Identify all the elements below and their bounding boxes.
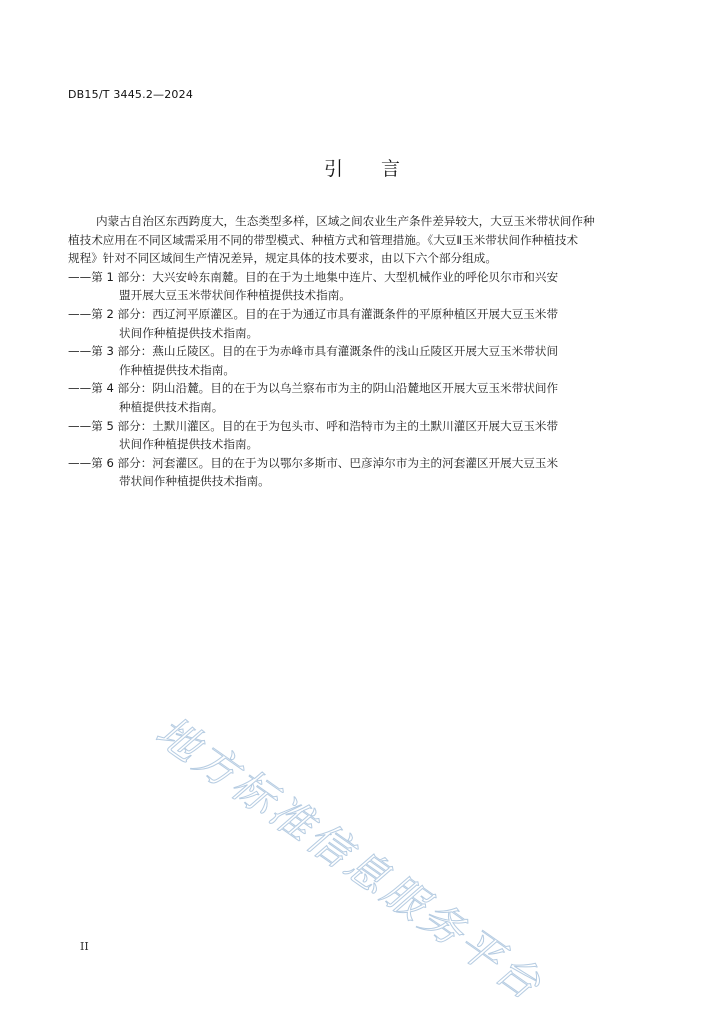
part-line: 盟开展大豆玉米带状间作种植提供技术指南。: [119, 288, 351, 303]
intro-line: 内蒙古自治区东西跨度大，生态类型多样，区域之间农业生产条件差异较大，大豆玉米带状间作种: [96, 214, 595, 228]
part-line: ——第 5 部分：土默川灌区。目的在于为包头市、呼和浩特市为主的土默川灌区开展大豆玉米带: [68, 418, 559, 433]
body-text: [68, 212, 644, 491]
part-line: ——第 2 部分：西辽河平原灌区。目的在于为通辽市具有灌溉条件的平原种植区开展大豆玉米带: [68, 306, 559, 321]
intro-line: 植技术应用在不同区域需采用不同的带型模式、种植方式和管理措施。《大豆Ⅱ玉米带状间作种植技术: [68, 232, 579, 247]
part-line: 种植提供技术指南。: [119, 399, 224, 414]
document-code: DB15/T 3445.2—2024: [68, 88, 194, 101]
intro-line: 规程》针对不同区域间生产情况差异，规定具体的技术要求，由以下六个部分组成。: [68, 251, 497, 266]
part-item-2: [68, 305, 644, 342]
part-line: ——第 6 部分：河套灌区。目的在于为以鄂尔多斯市、巴彦淖尔市为主的河套灌区开展大豆玉米: [68, 455, 559, 470]
intro-paragraph: [68, 212, 644, 268]
page-number: II: [80, 940, 89, 953]
watermark: 地方标准信息服务平台: [147, 706, 553, 1011]
part-line: 带状间作种植提供技术指南。: [119, 474, 270, 489]
part-line: 状间作种植提供技术指南。: [119, 437, 259, 452]
part-line: ——第 3 部分：燕山丘陵区。目的在于为赤峰市具有灌溉条件的浅山丘陵区开展大豆玉米带状间: [68, 344, 559, 359]
part-line: 状间作种植提供技术指南。: [119, 325, 259, 340]
part-item-4: [68, 379, 644, 416]
part-item-3: [68, 342, 644, 379]
part-line: ——第 4 部分：阴山沿麓。目的在于为以乌兰察布市为主的阴山沿麓地区开展大豆玉米带状间作: [68, 381, 559, 396]
part-line: ——第 1 部分：大兴安岭东南麓。目的在于为土地集中连片、大型机械作业的呼伦贝尔市和兴安: [68, 269, 559, 284]
part-item-5: [68, 417, 644, 454]
part-line: 作种植提供技术指南。: [119, 362, 235, 377]
part-item-6: [68, 454, 644, 491]
part-item-1: [68, 268, 644, 305]
page-title: 引言: [323, 158, 438, 180]
